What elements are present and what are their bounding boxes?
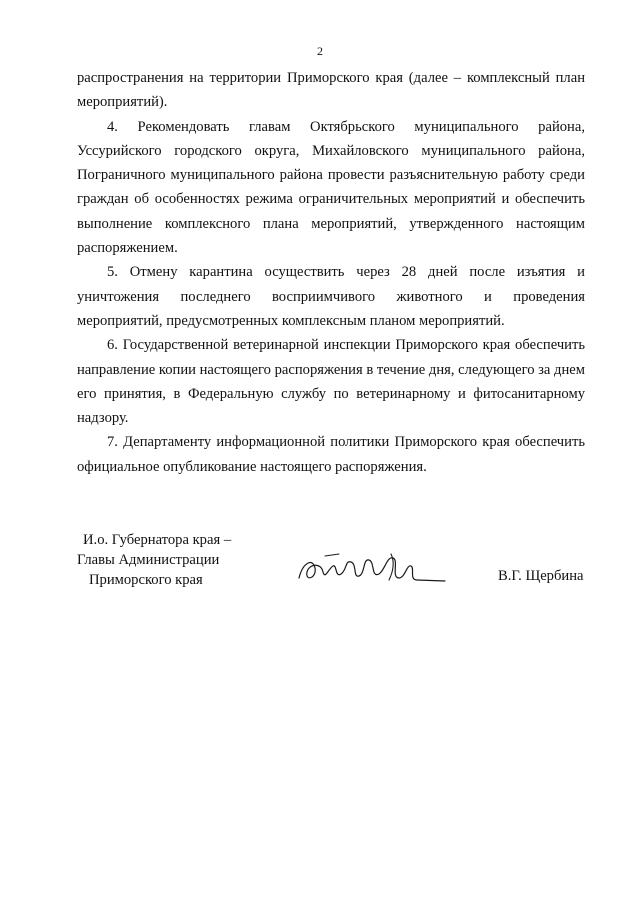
paragraph-item-4: 4. Рекомендовать главам Октябрьского муниципального района, Уссурийского городского округа, Михайловского муниципального района, Пограничного муниципального района провести разъяснительную работу среди граждан об особенностях режима ограничительных мероприятий и обеспечить выполнение комплексного плана мероприятий, утвержденного настоящим распоряжением. <box>77 118 585 257</box>
page-number: 2 <box>317 44 323 58</box>
signature-block <box>77 530 597 590</box>
paragraph-continuation: распространения на территории Приморского края (далее – комплексный план мероприятий). <box>77 70 585 111</box>
document-body <box>77 66 585 479</box>
paragraph-item-6: 6. Государственной ветеринарной инспекции Приморского края обеспечить направление копии настоящего распоряжения в течение дня, следующего за днем его принятия, в Федеральную службу по ветеринарному и фитосанитарному надзору. <box>77 337 585 427</box>
paragraph-item-7: 7. Департаменту информационной политики Приморского края обеспечить официальное опубликование настоящего распоряжения. <box>77 434 585 475</box>
signatory-title-line: Приморского края <box>89 572 203 588</box>
signatory-title-line: И.о. Губернатора края – <box>83 532 232 548</box>
paragraph-item-5: 5. Отмену карантина осуществить через 28 дней после изъятия и уничтожения последнего восприимчивого животного и проведения мероприятий, предусмотренных комплексным планом мероприятий. <box>77 264 585 329</box>
signer-name: В.Г. Щербина <box>498 568 584 584</box>
handwritten-signature <box>295 548 447 588</box>
signatory-title-line: Главы Администрации <box>77 552 220 568</box>
signatory-title <box>77 530 277 590</box>
